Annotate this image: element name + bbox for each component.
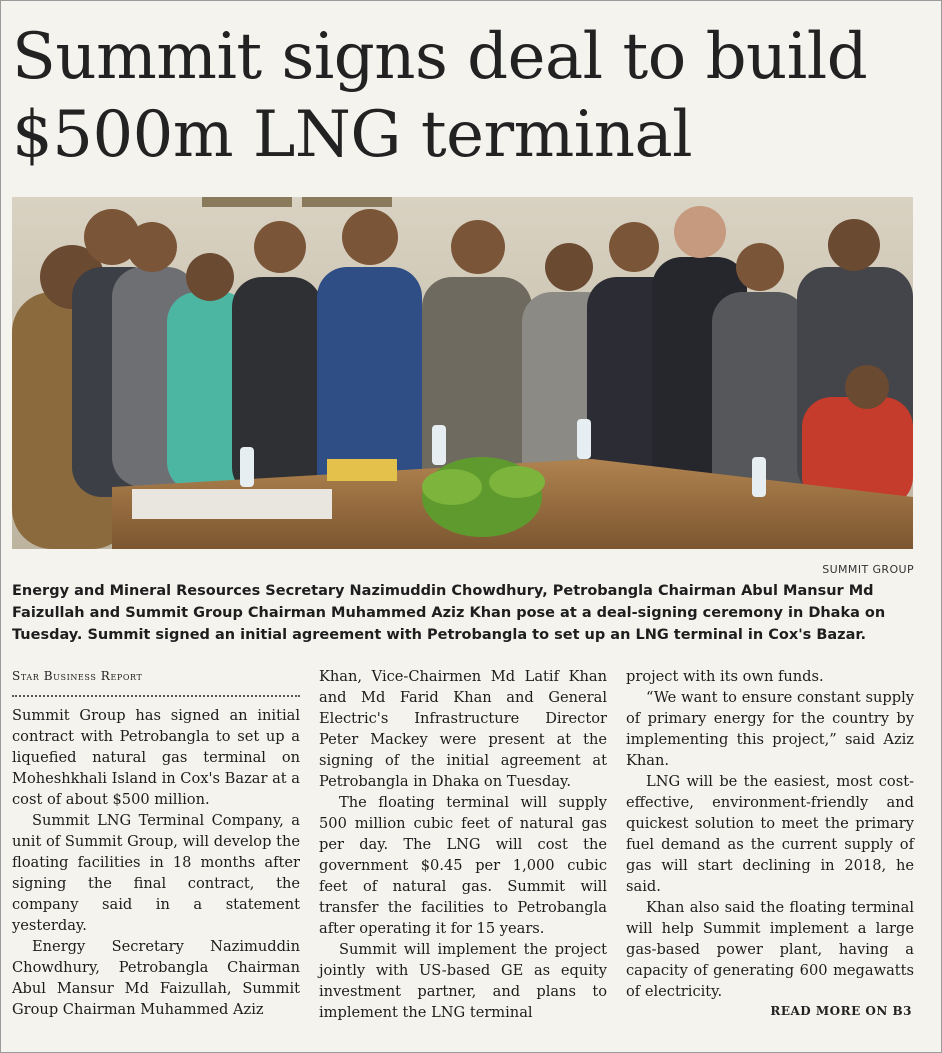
headline bbox=[12, 18, 927, 174]
paragraph: Energy Secretary Nazimuddin Chowdhury, Petrobangla Chairman Abul Mansur Md Faizullah, Summit Group Chairman Muhammed Aziz bbox=[12, 938, 300, 1018]
headline-line-2: $500m LNG terminal bbox=[12, 98, 693, 172]
byline: Star Business Report bbox=[12, 669, 143, 683]
paragraph: The floating terminal will supply 500 million cubic feet of natural gas per day. The LNG will cost the government $0.45 per 1,000 cubic feet of natural gas. Summit will transfer the facilities to Petrobangla after operating it for 15 years. bbox=[319, 794, 607, 937]
photo-credit: SUMMIT GROUP bbox=[822, 563, 914, 576]
column-3 bbox=[626, 666, 914, 1002]
paragraph: “We want to ensure constant supply of primary energy for the country by implementing this project,” said Aziz Khan. bbox=[626, 689, 914, 769]
paragraph: Khan also said the floating terminal will help Summit implement a large gas-based power plant, having a capacity of generating 600 megawatts of electricity. bbox=[626, 899, 914, 1000]
read-more-link[interactable]: READ MORE ON B3 bbox=[770, 1004, 912, 1018]
column-1 bbox=[12, 666, 300, 1020]
paragraph: Summit Group has signed an initial contract with Petrobangla to set up a liquefied natural gas terminal on Moheshkhali Island in Cox's Bazar at a cost of about $500 million. bbox=[12, 707, 300, 808]
group-photo-illustration bbox=[12, 197, 913, 549]
headline-line-1: Summit signs deal to build bbox=[12, 20, 868, 94]
column-2 bbox=[319, 666, 607, 1023]
paragraph: Khan, Vice-Chairmen Md Latif Khan and Md Farid Khan and General Electric's Infrastructure Director Peter Mackey were present at the signing of the initial agreement at Petrobangla in Dhaka on Tuesday. bbox=[319, 668, 607, 790]
news-photo bbox=[12, 197, 913, 549]
paragraph: Summit LNG Terminal Company, a unit of Summit Group, will develop the floating facilities in 18 months after signing the final contract, the company said in a statement yesterday. bbox=[12, 812, 300, 934]
paragraph: project with its own funds. bbox=[626, 668, 824, 685]
paragraph: LNG will be the easiest, most cost-effective, environment-friendly and quickest solution to meet the primary fuel demand as the current supply of gas will start declining in 2018, he said. bbox=[626, 773, 914, 895]
photo-caption: Energy and Mineral Resources Secretary Nazimuddin Chowdhury, Petrobangla Chairman Abul Mansur Md Faizullah and Summit Group Chairman Muhammed Aziz Khan pose at a deal-signing ceremony in Dhaka on Tuesday. Summit signed an initial agreement with Petrobangla to set up an LNG terminal in Cox's Bazar. bbox=[12, 583, 886, 643]
byline-divider bbox=[12, 695, 300, 697]
paragraph: Summit will implement the project jointly with US-based GE as equity investment partner, and plans to implement the LNG terminal bbox=[319, 941, 607, 1021]
